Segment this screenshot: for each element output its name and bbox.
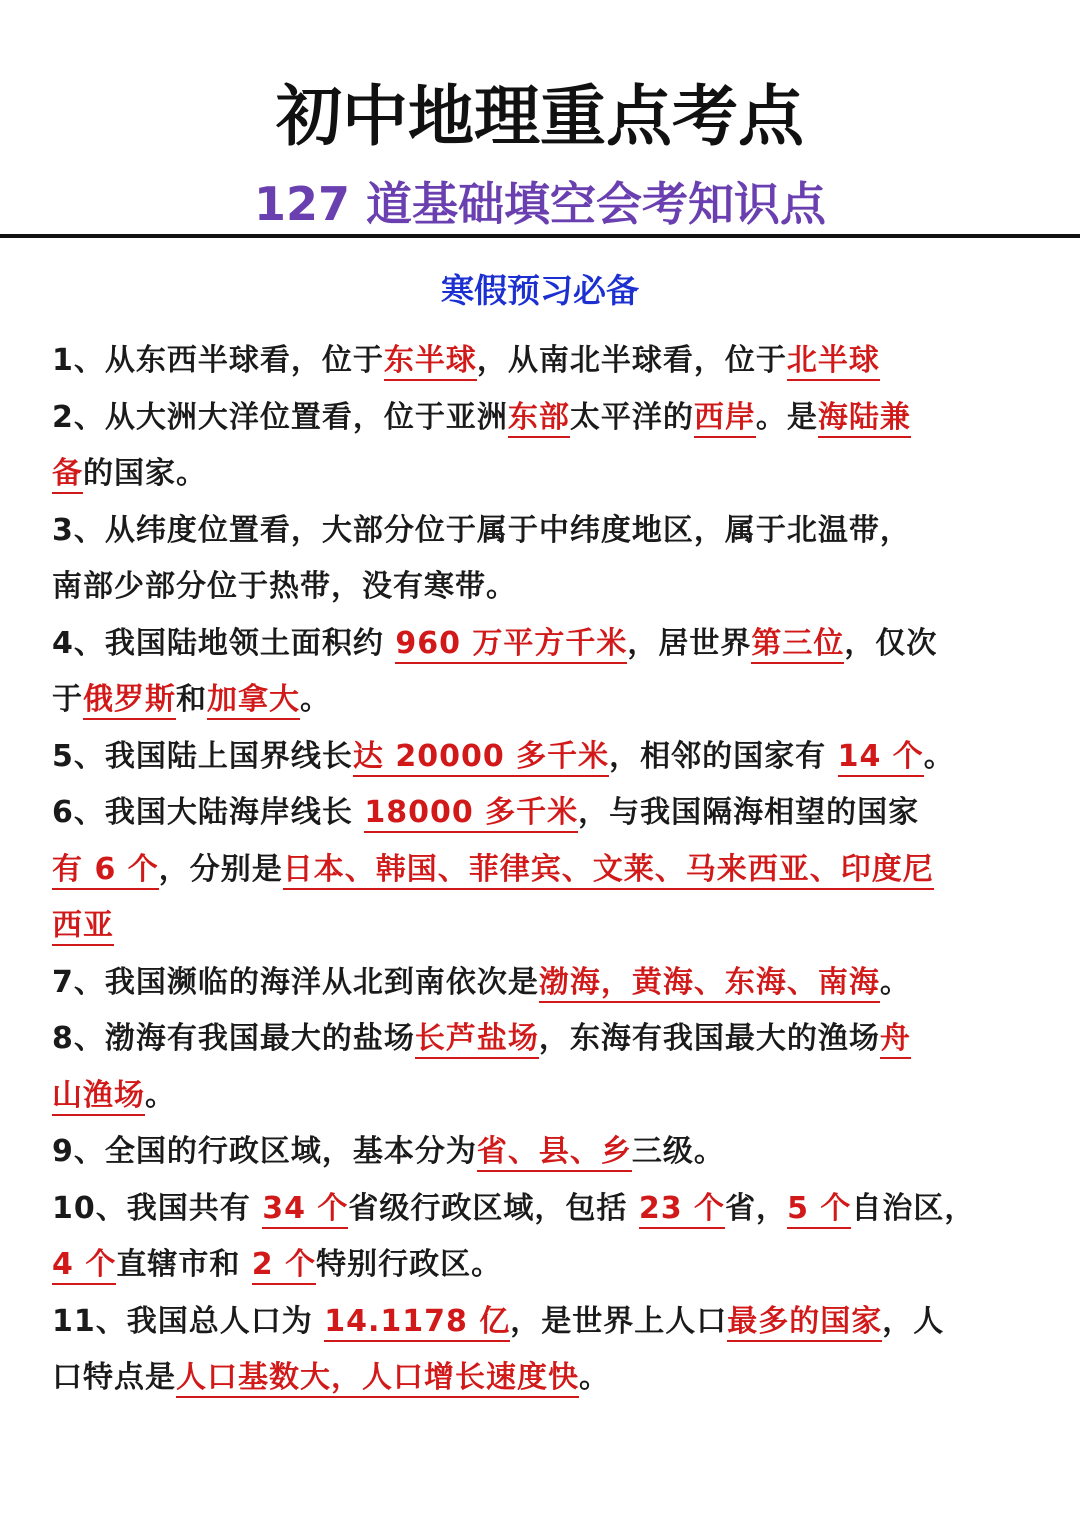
item-text: ，仅次: [844, 625, 938, 661]
answer-blank: 备: [52, 456, 83, 494]
list-item: [52, 1011, 1052, 1068]
item-text: 11、我国总人口为: [52, 1303, 325, 1339]
item-text: ，居世界: [627, 625, 752, 661]
answer-blank: 西岸: [694, 400, 756, 438]
item-text: 2、从大洲大洋位置看，位于亚洲: [52, 399, 508, 435]
answer-blank: 海陆兼: [818, 400, 911, 438]
answer-blank: 北半球: [787, 343, 880, 381]
list-item: [52, 729, 1052, 786]
item-text: ，与我国隔海相望的国家: [578, 795, 920, 830]
answer-blank: 有 6 个: [52, 852, 159, 890]
item-text: 7、我国濒临的海洋从北到南依次是: [52, 964, 539, 1000]
page-title: 初中地理重点考点: [276, 78, 804, 155]
list-item: [52, 785, 1052, 842]
answer-blank: 俄罗斯: [83, 682, 176, 720]
list-item: [52, 333, 1052, 390]
item-text: 的国家。: [83, 456, 207, 491]
list-item-continued: [52, 446, 1052, 503]
item-text: 4、我国陆地领土面积约: [52, 625, 396, 661]
item-text: 省，: [725, 1190, 788, 1226]
item-text: 三级。: [631, 1134, 725, 1169]
answer-blank: 东半球: [384, 343, 477, 381]
item-text: ，东海有我国最大的渔场: [538, 1021, 880, 1056]
question-list: [52, 333, 1052, 1407]
answer-blank: 省、县、乡: [477, 1134, 632, 1172]
answer-blank: 5 个: [787, 1191, 851, 1229]
section-tag: 寒假预习必备: [441, 271, 639, 310]
item-text: 。: [145, 1077, 176, 1113]
item-text: 自治区，: [851, 1190, 976, 1226]
item-text: 10、我国共有: [52, 1190, 263, 1226]
page-subtitle: 127 道基础填空会考知识点: [253, 177, 827, 231]
list-item: [52, 1181, 1052, 1238]
item-text: 5、我国陆上国界线长: [52, 738, 353, 774]
answer-blank: 渤海，黄海、东海、南海: [539, 965, 880, 1003]
answer-blank: 23 个: [639, 1191, 725, 1229]
list-item-continued: [52, 1068, 1052, 1125]
item-text: 3、从纬度位置看，大部分位于属于中纬度地区，属于北温带，: [52, 512, 911, 548]
answer-blank: 东部: [508, 400, 570, 438]
list-item: [52, 1124, 1052, 1181]
item-text: ，是世界上人口: [510, 1303, 728, 1339]
item-text: ，分别是: [158, 851, 283, 887]
answer-blank: 西亚: [52, 908, 114, 946]
item-text: 6、我国大陆海岸线长: [52, 795, 365, 830]
item-text: 。: [923, 738, 955, 774]
answer-blank: 最多的国家: [727, 1304, 882, 1342]
answer-blank: 18000 多千米: [364, 795, 578, 833]
item-text: ，相邻的国家有: [609, 738, 838, 774]
item-text: ，人: [882, 1303, 945, 1339]
item-text: 口特点是: [52, 1360, 176, 1395]
item-text: 南部少部分位于热带，没有寒带。: [52, 569, 517, 604]
list-item-continued: [52, 842, 1052, 899]
item-text: 省级行政区域，包括: [348, 1190, 639, 1226]
answer-blank: 加拿大: [207, 682, 300, 720]
answer-blank: 达 20000 多千米: [353, 739, 609, 777]
answer-blank: 舟: [880, 1021, 911, 1059]
item-text: 9、全国的行政区域，基本分为: [52, 1134, 477, 1169]
list-item-continued: [52, 1237, 1052, 1294]
item-text: 。: [879, 964, 911, 1000]
item-text: 直辖市和: [116, 1247, 252, 1282]
list-item: [52, 390, 1052, 447]
answer-blank: 山渔场: [52, 1078, 145, 1116]
list-item: [52, 503, 1052, 560]
list-item: [52, 1294, 1052, 1351]
item-text: 。是: [755, 399, 818, 435]
item-text: 1、从东西半球看，位于: [52, 343, 384, 378]
item-text: 。: [579, 1360, 610, 1395]
item-text: 8、渤海有我国最大的盐场: [52, 1021, 415, 1056]
answer-blank: 34 个: [262, 1191, 348, 1229]
answer-blank: 14 个: [838, 739, 924, 777]
item-text: 和: [176, 682, 207, 717]
list-item: [52, 955, 1052, 1012]
answer-blank: 长芦盐场: [415, 1021, 539, 1059]
list-item-continued: [52, 898, 1052, 955]
list-item-continued: [52, 559, 1052, 616]
item-text: 。: [300, 682, 331, 717]
list-item-continued: [52, 1350, 1052, 1407]
answer-blank: 第三位: [751, 626, 844, 664]
answer-blank: 日本、韩国、菲律宾、文莱、马来西亚、印度尼: [283, 852, 934, 890]
answer-blank: 960 万平方千米: [395, 626, 627, 664]
answer-blank: 14.1178 亿: [324, 1304, 510, 1342]
item-text: ，从南北半球看，位于: [476, 343, 787, 378]
answer-blank: 人口基数大，人口增长速度快: [176, 1360, 579, 1398]
item-text: 特别行政区。: [316, 1247, 503, 1282]
answer-blank: 4 个: [52, 1247, 116, 1285]
header-divider: [0, 234, 1080, 238]
list-item: [52, 616, 1052, 673]
list-item-continued: [52, 672, 1052, 729]
item-text: 于: [52, 682, 83, 717]
item-text: 太平洋的: [569, 399, 694, 435]
answer-blank: 2 个: [252, 1247, 316, 1285]
